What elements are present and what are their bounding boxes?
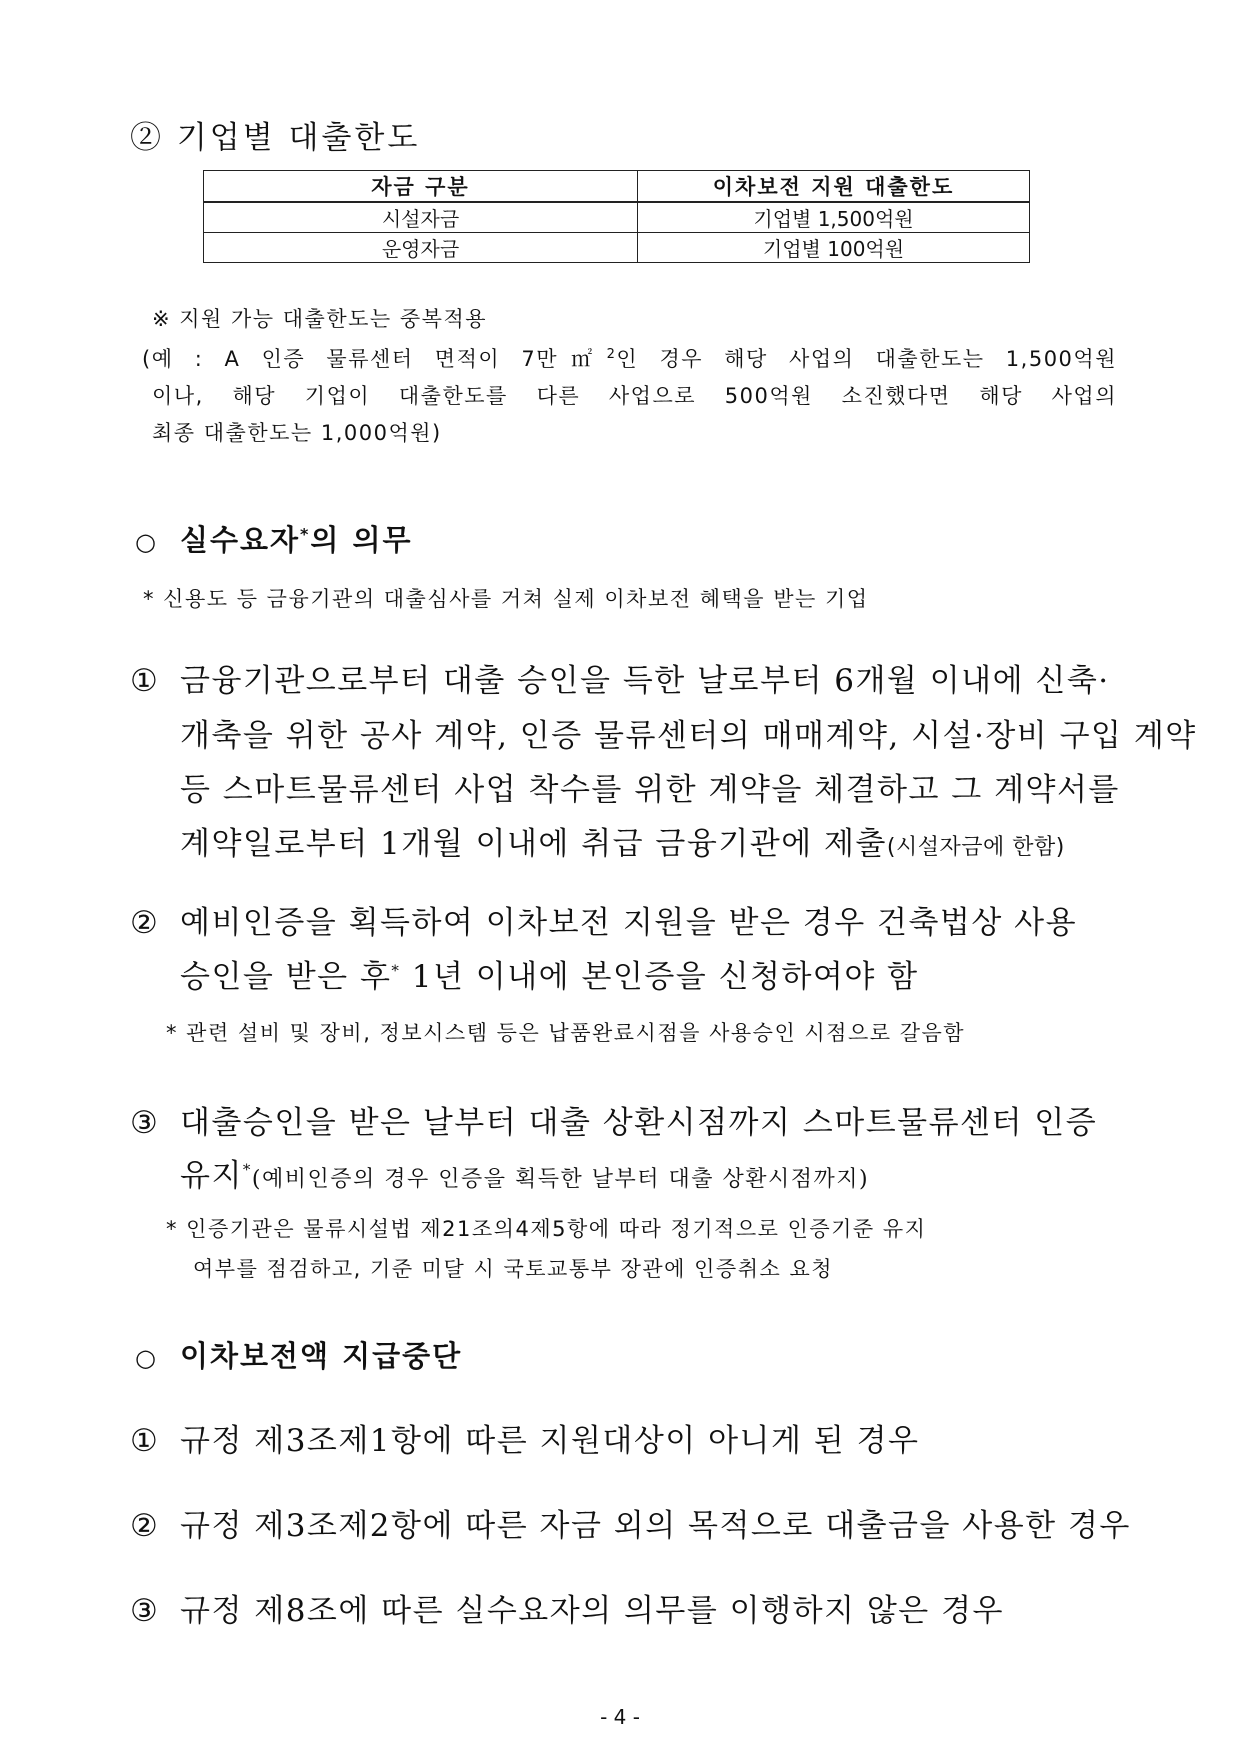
table-cell: 기업별 1,500억원 <box>638 202 1030 233</box>
circle-bullet-icon: ○ <box>135 528 158 556</box>
note-example-line1 <box>142 343 1117 373</box>
item-number: ① <box>130 1423 160 1459</box>
table-row <box>204 233 1030 263</box>
superscript: * <box>242 1160 252 1179</box>
item-text: 대출승인을 받은 날부터 대출 상환시점까지 스마트물류센터 인증 <box>180 1105 1098 1141</box>
item-text: 규정 제8조에 따른 실수요자의 의무를 이행하지 않은 경우 <box>180 1593 1004 1629</box>
section-title-text: 이차보전액 지급중단 <box>179 1339 463 1373</box>
note-example-line2: 이나, 해당 기업이 대출한도를 다른 사업으로 500억원 소진했다면 해당 사업의 <box>152 384 1117 408</box>
table-cell: 운영자금 <box>204 233 638 263</box>
section-heading-loan-limit: ② 기업별 대출한도 <box>130 120 421 156</box>
item-note-small: (예비인증의 경우 인증을 획득한 날부터 대출 상환시점까지) <box>251 1167 870 1192</box>
footnote-item3-line2: 여부를 점검하고, 기준 미달 시 국토교통부 장관에 인증취소 요청 <box>193 1257 834 1281</box>
item-text: 예비인증을 획득하여 이차보전 지원을 받은 경우 건축법상 사용 <box>180 905 1078 941</box>
item-text: 규정 제3조제1항에 따른 지원대상이 아니게 된 경우 <box>180 1423 920 1459</box>
circle-bullet-icon: ○ <box>135 1344 158 1372</box>
list-item <box>130 1585 1004 1630</box>
item-number: ③ <box>130 1593 160 1629</box>
item-text-line: 개축을 위한 공사 계약, 인증 물류센터의 매매계약, 시설·장비 구입 계약 <box>180 718 1197 754</box>
list-item <box>130 1415 920 1460</box>
table-header-cell: 자금 구분 <box>204 171 638 203</box>
item-number: ② <box>130 905 160 941</box>
list-item <box>130 1097 1097 1142</box>
superscript: * <box>391 961 401 980</box>
section-title-duty <box>135 518 413 559</box>
section-title-stop <box>135 1334 462 1375</box>
section-title-text: 의 의무 <box>310 523 413 557</box>
footnote-duty: * 신용도 등 금융기관의 대출심사를 거쳐 실제 이차보전 혜택을 받는 기업 <box>143 587 869 611</box>
item-text-line <box>180 951 919 996</box>
table-header-row <box>204 171 1030 203</box>
section-title-text: 실수요자 <box>179 523 301 557</box>
table-row <box>204 202 1030 233</box>
note-title: ※ 지원 가능 대출한도는 중복적용 <box>152 307 488 331</box>
item-text-line: 등 스마트물류센터 사업 착수를 위한 계약을 체결하고 그 계약서를 <box>180 772 1120 808</box>
note-example-line3: 최종 대출한도는 1,000억원) <box>152 421 442 445</box>
table-cell: 시설자금 <box>204 202 638 233</box>
item-text: 승인을 받은 후 <box>180 959 392 995</box>
note-text: (예 : A 인증 물류센터 면적이 7만㎡ <box>142 347 607 371</box>
superscript: 2 <box>606 347 617 362</box>
item-number: ② <box>130 1508 160 1544</box>
item-text: 1년 이내에 본인증을 신청하여야 함 <box>400 959 919 995</box>
footnote-item2: * 관련 설비 및 장비, 정보시스템 등은 납품완료시점을 사용승인 시점으로 갈음함 <box>166 1021 966 1045</box>
superscript: * <box>300 524 311 544</box>
item-text: 규정 제3조제2항에 따른 자금 외의 목적으로 대출금을 사용한 경우 <box>180 1508 1131 1544</box>
table-header-cell: 이차보전 지원 대출한도 <box>638 171 1030 203</box>
item-text-line <box>180 1150 869 1195</box>
item-text-line <box>180 818 1065 863</box>
footnote-item3-line1: * 인증기관은 물류시설법 제21조의4제5항에 따라 정기적으로 인증기준 유지 <box>166 1217 927 1241</box>
item-number: ① <box>130 663 160 699</box>
item-number: ③ <box>130 1105 160 1141</box>
list-item <box>130 655 1110 700</box>
page-number: - 4 - <box>600 1705 640 1729</box>
loan-limit-table <box>203 170 1030 263</box>
list-item <box>130 1500 1131 1545</box>
item-text: 금융기관으로부터 대출 승인을 득한 날로부터 6개월 이내에 신축· <box>180 663 1110 699</box>
item-note-small: (시설자금에 한함) <box>886 835 1065 860</box>
table-cell: 기업별 100억원 <box>638 233 1030 263</box>
list-item <box>130 897 1077 942</box>
item-text: 계약일로부터 1개월 이내에 취급 금융기관에 제출 <box>180 826 887 862</box>
note-text: 인 경우 해당 사업의 대출한도는 1,500억원 <box>616 347 1117 371</box>
item-text: 유지 <box>180 1158 243 1194</box>
